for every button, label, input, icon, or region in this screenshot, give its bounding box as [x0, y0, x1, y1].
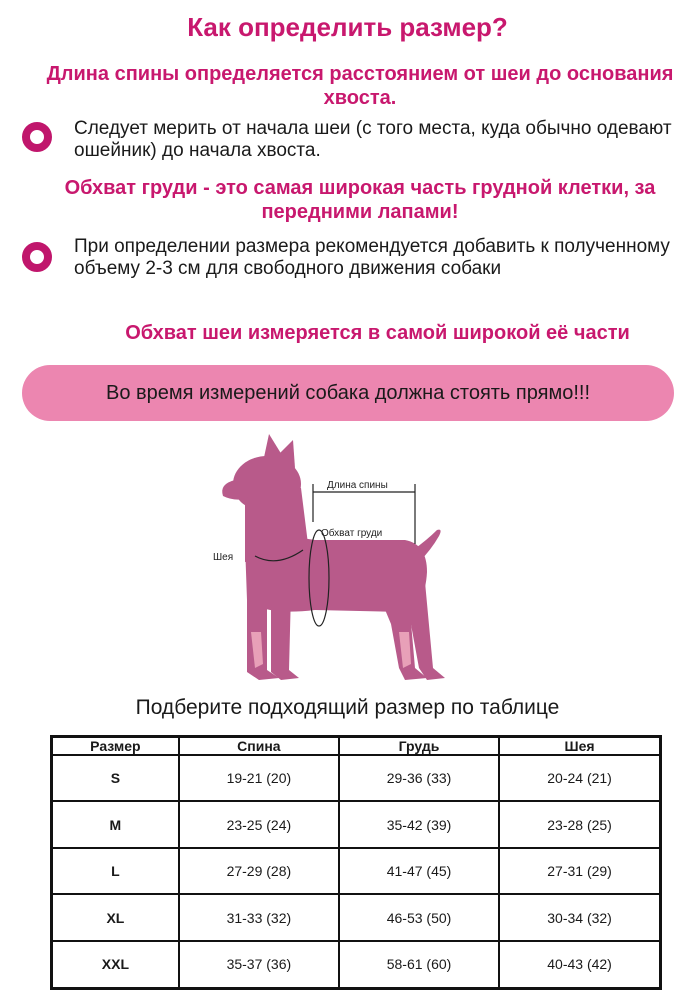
page-title: Как определить размер?	[187, 12, 508, 42]
table-row	[52, 755, 661, 801]
table-row	[52, 894, 661, 940]
chest-girth-label: Обхват груди	[321, 528, 383, 539]
dog-measurement-diagram	[205, 432, 465, 692]
neck-heading: Обхват шеи измеряется в самой широкой её части	[125, 322, 630, 344]
back-cell: 27-29 (28)	[179, 848, 339, 894]
chest-heading: Обхват груди - это самая широкая часть грудной клетки, за передними лапами!	[64, 177, 656, 223]
chest-note-text: При определении размера рекомендуется добавить к полученному объему 2-3 см для свободного движения собаки	[74, 236, 670, 279]
size-cell: XL	[52, 894, 179, 940]
bullet-ring-icon	[22, 242, 52, 272]
table-row	[52, 801, 661, 847]
back-cell: 23-25 (24)	[179, 801, 339, 847]
neck-cell: 30-34 (32)	[499, 894, 660, 940]
stand-straight-banner: Во время измерений собака должна стоять прямо!!!	[105, 382, 591, 404]
column-header: Размер	[52, 737, 179, 756]
back-cell: 35-37 (36)	[179, 941, 339, 989]
back-length-heading: Длина спины определяется расстоянием от шеи до основания хвоста.	[46, 63, 674, 109]
table-title: Подберите подходящий размер по таблице	[135, 696, 560, 719]
neck-label: Шея	[213, 552, 234, 563]
table-row	[52, 941, 661, 989]
size-cell: M	[52, 801, 179, 847]
back-cell: 31-33 (32)	[179, 894, 339, 940]
chest-cell: 41-47 (45)	[339, 848, 499, 894]
bullet-ring-icon	[22, 122, 52, 152]
back-note-text: Следует мерить от начала шеи (с того места, куда обычно одевают ошейник) до начала хвоста.	[74, 118, 672, 161]
column-header: Грудь	[339, 737, 499, 756]
column-header: Шея	[499, 737, 660, 756]
neck-cell: 27-31 (29)	[499, 848, 660, 894]
size-table	[50, 735, 662, 990]
back-length-label: Длина спины	[327, 480, 388, 491]
table-header-row	[52, 737, 661, 756]
column-header: Спина	[179, 737, 339, 756]
chest-cell: 58-61 (60)	[339, 941, 499, 989]
chest-cell: 29-36 (33)	[339, 755, 499, 801]
neck-cell: 20-24 (21)	[499, 755, 660, 801]
table-row	[52, 848, 661, 894]
size-cell: L	[52, 848, 179, 894]
neck-cell: 23-28 (25)	[499, 801, 660, 847]
size-cell: XXL	[52, 941, 179, 989]
back-cell: 19-21 (20)	[179, 755, 339, 801]
size-cell: S	[52, 755, 179, 801]
chest-cell: 35-42 (39)	[339, 801, 499, 847]
chest-cell: 46-53 (50)	[339, 894, 499, 940]
neck-cell: 40-43 (42)	[499, 941, 660, 989]
